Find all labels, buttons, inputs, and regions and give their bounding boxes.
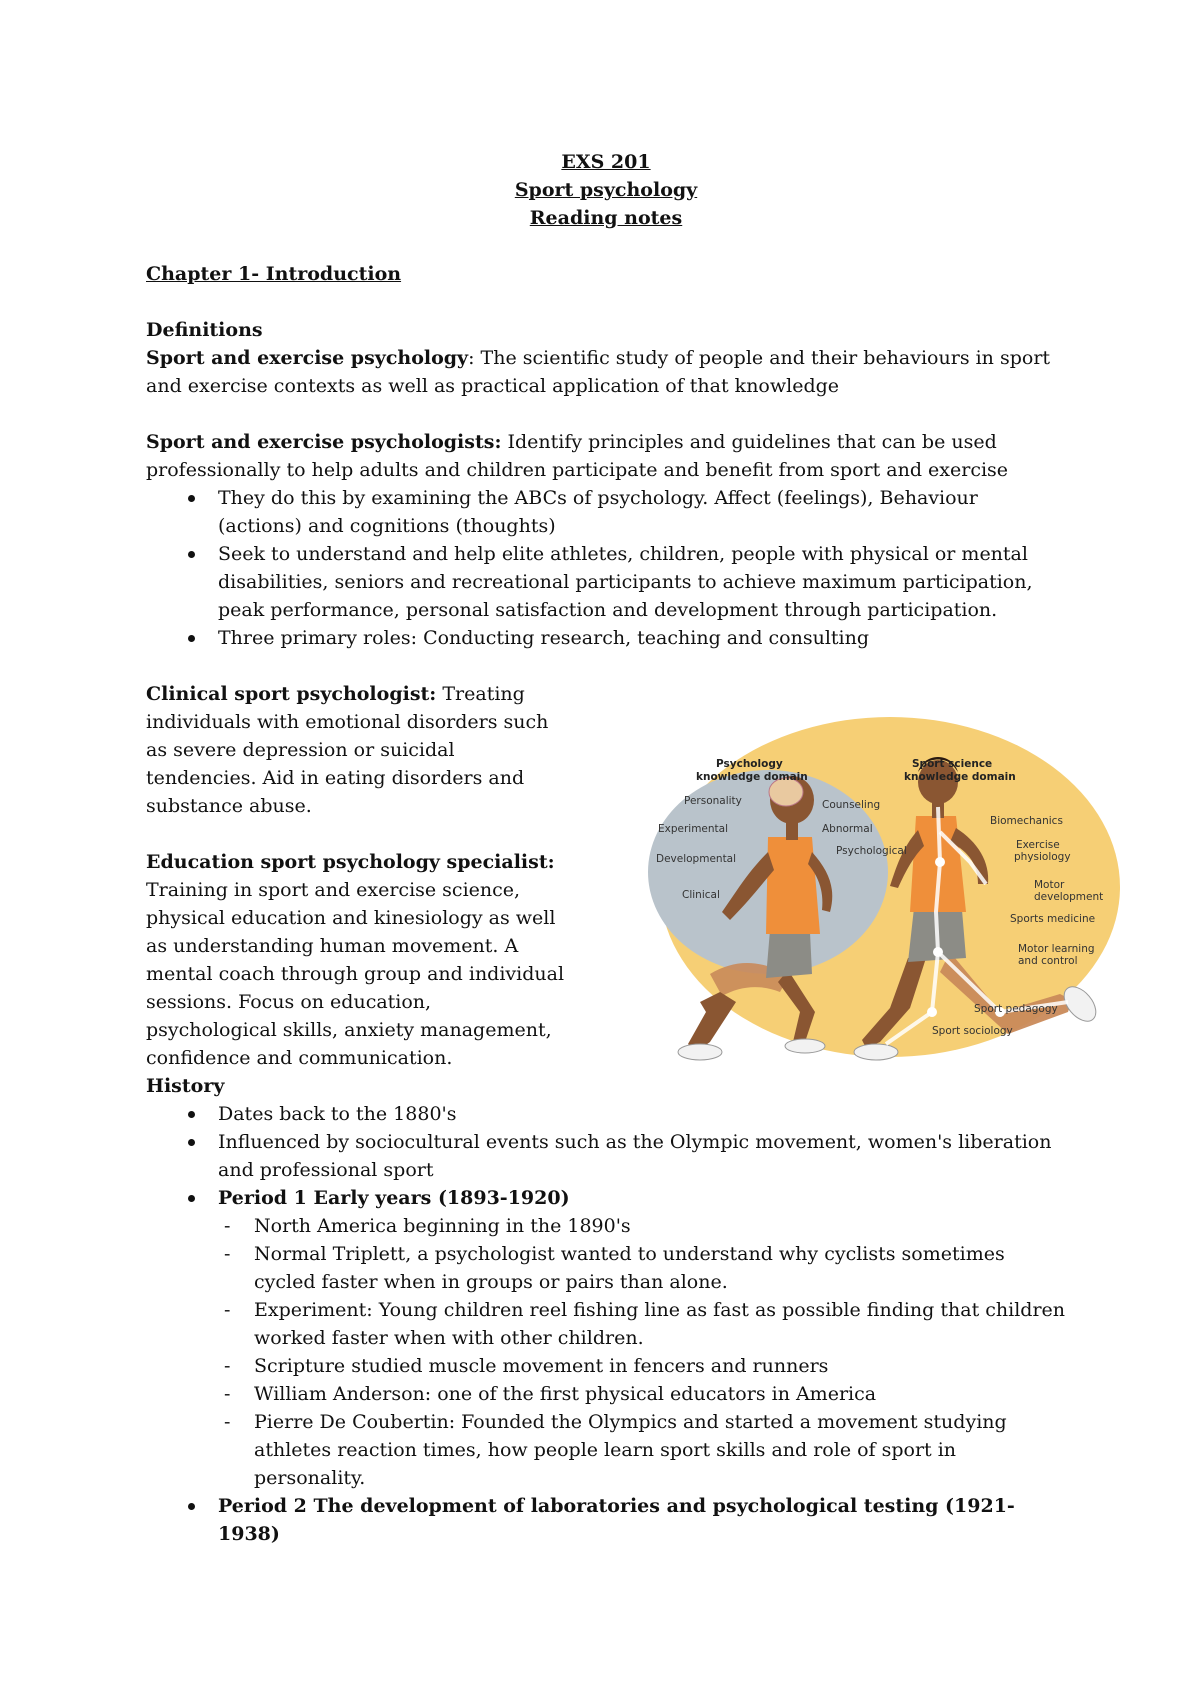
psychologists-bullets <box>146 484 1066 652</box>
education-text: Training in sport and exercise science, physical education and kinesiology as well as understanding human movement. A mental coach through group and individual sessions. Focus on education, psychological skills, anxiety management, confidence and communication. <box>146 879 565 1069</box>
sport-item-label: Sport sociology <box>932 1025 1013 1037</box>
period-1-title: Period 1 Early years (1893-1920) <box>218 1187 570 1209</box>
education-term: Education sport psychology specialist: <box>146 851 555 873</box>
psych-item-label: Psychological <box>836 845 907 857</box>
definition-text: Treating individuals with emotional disorders such as severe depression or suicidal tendencies. Aid in eating disorders and substance abuse. <box>146 683 549 817</box>
sport-item-label: Sport pedagogy <box>974 1003 1058 1015</box>
sport-item-label: Exercise <box>1016 839 1060 851</box>
document-page <box>146 148 1104 1548</box>
psych-domain-title: Psychology <box>716 758 783 770</box>
course-title: EXS 201 <box>561 151 651 173</box>
roles-section <box>146 680 1104 1072</box>
period-2-item <box>218 1492 1066 1548</box>
roles-text <box>146 680 566 1072</box>
list-item: They do this by examining the ABCs of psychology. Affect (feelings), Behaviour (actions) and cognitions (thoughts) <box>218 484 1066 540</box>
psych-item-label: Clinical <box>682 889 720 901</box>
period-1-details <box>218 1212 1066 1492</box>
doc-type-title: Reading notes <box>529 207 683 229</box>
list-item: Dates back to the 1880's <box>218 1100 1066 1128</box>
period-2-title: Period 2 The development of laboratories and psychological testing (1921-1938) <box>218 1495 1015 1545</box>
subject-title: Sport psychology <box>514 179 698 201</box>
definition-clinical <box>146 680 566 820</box>
definition-text: : The scientific study of people and their behaviours in sport and exercise contexts as well as practical application of that knowledge <box>146 347 1051 397</box>
psych-item-label: Abnormal <box>822 823 873 835</box>
history-heading: History <box>146 1075 225 1097</box>
list-item: - William Anderson: one of the first physical educators in America <box>254 1380 1066 1408</box>
list-item: Seek to understand and help elite athletes, children, people with physical or mental disabilities, seniors and recreational participants to achieve maximum participation, peak performance, personal satisfaction and development through participation. <box>218 540 1066 624</box>
list-item: - Scripture studied muscle movement in fencers and runners <box>254 1352 1066 1380</box>
psych-item-label: Developmental <box>656 853 737 865</box>
list-item: - Experiment: Young children reel fishing line as fast as possible finding that children worked faster when with other children. <box>254 1296 1066 1352</box>
sport-item-label: physiology <box>1014 851 1071 863</box>
list-item: - North America beginning in the 1890's <box>254 1212 1066 1240</box>
list-item: - Normal Triplett, a psychologist wanted to understand why cyclists sometimes cycled faster when in groups or pairs than alone. <box>254 1240 1066 1296</box>
list-item: - Pierre De Coubertin: Founded the Olympics and started a movement studying athletes reaction times, how people learn sport skills and role of sport in personality. <box>254 1408 1066 1492</box>
definition-text: Identify principles and guidelines that can be used professionally to help adults and children participate and benefit from sport and exercise <box>146 431 1009 481</box>
chapter-heading: Chapter 1- Introduction <box>146 263 402 285</box>
sport-item-label: Motor <box>1034 879 1065 891</box>
period-1-item <box>218 1184 1066 1492</box>
knowledge-domain-illustration <box>640 712 1120 1072</box>
sport-domain-title: Sport science <box>912 758 993 770</box>
sport-item-label: Motor learning <box>1018 943 1095 955</box>
definition-sport-exercise-psychology <box>146 344 1066 400</box>
definitions-heading: Definitions <box>146 319 263 341</box>
list-item: Influenced by sociocultural events such as the Olympic movement, women's liberation and professional sport <box>218 1128 1066 1184</box>
sport-item-label: development <box>1034 891 1104 903</box>
psych-item-label: Personality <box>684 795 742 807</box>
list-item: Three primary roles: Conducting research, teaching and consulting <box>218 624 1066 652</box>
definition-psychologists <box>146 428 1066 484</box>
sport-item-label: Biomechanics <box>990 815 1063 827</box>
psych-item-label: Experimental <box>658 823 729 835</box>
psych-item-label: Counseling <box>822 799 881 811</box>
term: Sport and exercise psychology <box>146 347 469 369</box>
term: Clinical sport psychologist: <box>146 683 437 705</box>
knowledge-domain-figure <box>640 712 1120 1072</box>
sport-domain-title: knowledge domain <box>904 771 1016 783</box>
history-bullets <box>146 1100 1066 1548</box>
psych-domain-title: knowledge domain <box>696 771 808 783</box>
sport-item-label: and control <box>1018 955 1078 967</box>
term: Sport and exercise psychologists: <box>146 431 502 453</box>
sport-item-label: Sports medicine <box>1010 913 1096 925</box>
